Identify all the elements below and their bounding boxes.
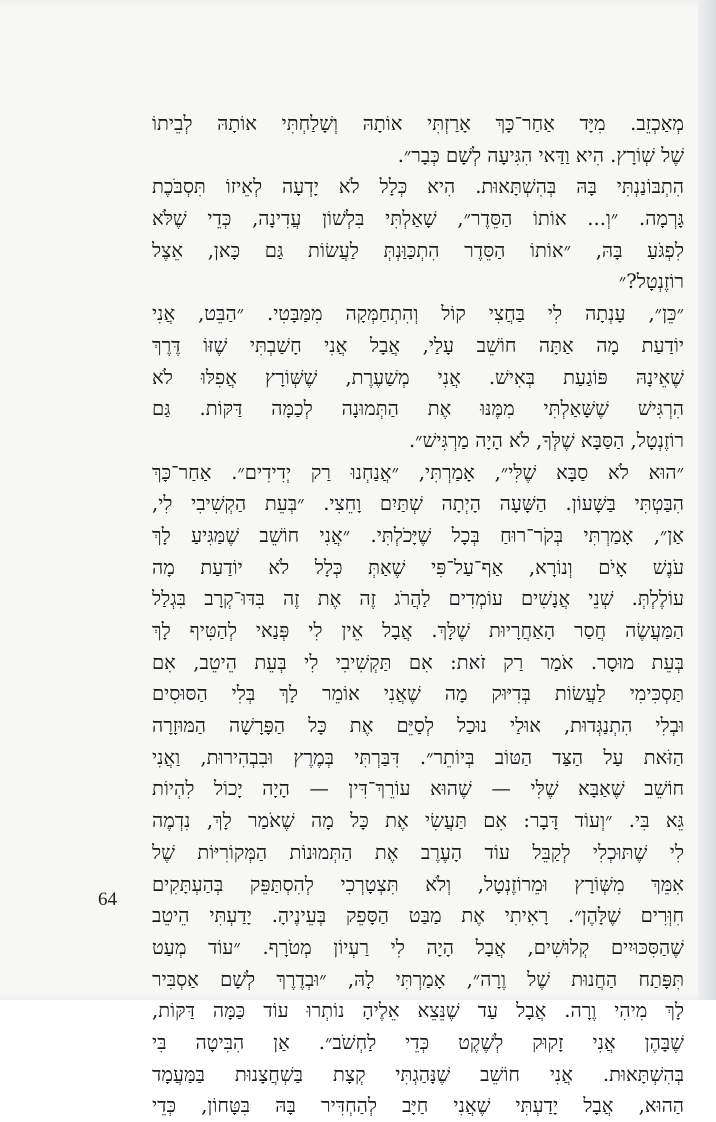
text-line-13: הִבַּטְתִּי בַּשָּׁעוֹן. הַשָּׁעָה הָיְתָה שְׁתַּיִם וָחֵצִי. ״בְּעֵת הַקְשִׁיבִי לִי, [152, 492, 684, 516]
text-line-10: הִרְגִּישׁ שֶׁשָּׁאַלְתִּי מִמֶּנּוּ אֶת הַתְּמוּנָה לְכַמָּה דַּקּוֹת. גַּם [152, 397, 684, 421]
text-line-6: רוֹזֶנְטָל?״ [618, 270, 684, 294]
text-line-2: שֶׁל שְׁוֹרָץ. הִיא וַדַּאי הִגִּיעָה לְשָׁם כְּבָר״. [397, 143, 684, 167]
text-line-3: הִתְבּוֹנַנְתִּי בָּהּ בְּהִשְׁתָּאוּת. הִיא כְּלָל לֹא יָדְעָה לְאֵיזוֹ תִּסְבֹּכֶת [152, 175, 684, 199]
text-line-4: גָּרְמָה. ״וְ... אוֹתוֹ הַסֵּדֶר״, שָׁאַלְתִּי בִּלְשׁוֹן עֲדִינָה, כְּדֵי שֶׁלֹּא [152, 207, 684, 231]
text-line-25: אִמֵּךְ מִשְּׁוֹרָץ וּמֵרוֹזֶנְטָל, וְלֹא תִּצְטָרְכִי לְהִסְתַּפֵּק בְּהַעְתָּקִים [152, 872, 684, 896]
text-line-26: חִוְּרִים שֶׁלָּהֶן״. רָאִיתִי אֶת מַבַּט הַסָּפֵק בְּעֵינֶיהָ. יָדַעְתִּי הֵיטֵב [152, 904, 684, 928]
text-line-18: בְּעֵת מוּסָר. אֹמַר רַק זֹאת: אִם תַּקְשִׁיבִי לִי בְּעֵת הֵיטֵב, אִם [152, 650, 684, 674]
text-line-24: לִי שֶׁתּוּכְלִי לְקַבֵּל עוֹד הָעֶרֶב אֶת הַתְּמוּנוֹת הַמְּקוֹרִיּוֹת שֶׁל [152, 840, 684, 864]
text-line-12: ״הוּא לֹא סַבָּא שֶׁלִּי״, אָמַרְתִּי, ״אֲנַחְנוּ רַק יְדִידִים״. אַחַר־כָּךְ [152, 460, 684, 484]
text-line-21: הַזֹּאת עַל הַצַּד הַטּוֹב בְּיוֹתֵר״. דִּבַּרְתִּי בְּמֶרֶץ וּבִבְהִירוּת, וַאֲנִי [152, 745, 684, 769]
text-line-16: עוֹלֶלְתְּ. שְׁנֵי אֲנָשִׁים עוֹמְדִים לַהֲרֹג זֶה אֶת זֶה בִּדּוּ־קְרָב בִּגְלַל [152, 587, 684, 611]
text-line-17: הַמַּעֲשֶׂה חֲסַר הָאַחֲרָיוּת שֶׁלָּךְ. אֲבָל אֵין לִי פְּנַאי לְהַטִּיף לָךְ [152, 619, 684, 642]
text-line-30: שֶׁבָּהֶן אֲנִי זָקוּק לְשֶׁקֶט כְּדֵי לַחְשֹׁב״. אַן הִבִּיטָה בִּי [152, 1030, 684, 1054]
text-line-1: מְאַכְזֵב. מִיָּד אַחַר־כָּךְ אָרַזְתִּי אוֹתָהּ וְשָׁלַחְתִּי אוֹתָהּ לְבֵיתוֹ [152, 112, 684, 135]
text-line-27: שֶׁהַסִּכּוּיִים קְלוּשִׁים, אֲבָל הָיָה לִי רַעְיוֹן מְטֹרָף. ״עוֹד מְעַט [152, 935, 684, 959]
text-line-14: אַן״, אָמַרְתִּי בְּקֹר־רוּחַ בְּכָל שֶׁיָּכֹלְתִּי. ״אֲנִי חוֹשֵׁב שֶׁמַּגִּיעַ לָךְ [152, 523, 684, 547]
text-line-7: ״כֵּן״, עָנְתָה לִי בַּחֲצִי קוֹל וְהִתְחַמְּקָה מִמַּבָּטִי. ״הַבֵּט, אֲנִי [152, 302, 684, 326]
body-text [152, 108, 684, 1122]
text-line-32: הַהוּא, אֲבָל יָדַעְתִּי שֶׁאֲנִי חַיָּב לְהַחְדִּיר בָּהּ בִּטָּחוֹן, כְּדֵי [152, 1094, 684, 1118]
text-line-28: תִּפָּתַח הַחֲנוּת שֶׁל וֶרָה״, אָמַרְתִּי לָהּ, ״וּבְדֶרֶךְ לְשָׁם אַסְבִּיר [152, 967, 684, 991]
text-line-19: תַּסְכִּימִי לַעֲשׂוֹת בְּדִיּוּק מָה שֶׁאֲנִי אוֹמֵר לָךְ בְּלִי הַסּוּסִים [152, 682, 684, 706]
text-line-31: בְּהִשְׁתָּאוּת. אֲנִי חוֹשֵׁב שֶׁנָּהַגְתִּי קְצָת בַּשְׁחֲצָנוּת בַּמַּעֲמָד [152, 1062, 684, 1086]
text-line-22: חוֹשֵׁב שֶׁאַבָּא שֶׁלִּי — שֶׁהוּא עוֹרֵךְ־דִּין — הָיָה יָכוֹל לִהְיוֹת [152, 777, 684, 801]
text-line-29: לָךְ מִיהִי וֶרָה. אֲבָל עַד שֶׁנֵּצֵא אֵלֶיהָ נוֹתְרוּ עוֹד כַּמָּה דַּקּוֹת, [152, 999, 684, 1023]
text-line-20: וּבְלִי הִתְנַגְּדוּת, אוּלַי נוּכַל לְסַיֵּם אֶת כָּל הַפָּרָשָׁה הַמּוּזָרָה [152, 714, 684, 738]
page-edge-shadow [698, 0, 716, 1000]
page-number: 64 [98, 889, 117, 910]
text-line-23: גֵּא בִּי. ״וְעוֹד דָּבָר: אִם תַּעֲשִׂי אֶת כָּל מָה שֶׁאֹמַר לָךְ, נִדְמֶה [152, 809, 684, 833]
text-line-5: לִפְגֹּעַ בָּהּ, ״אוֹתוֹ הַסֵּדֶר הִתְכַּוַּנְתְּ לַעֲשׂוֹת גַּם כָּאן, אֵצֶל [152, 238, 684, 262]
text-line-8: יוֹדַעַת מָה אַתָּה חוֹשֵׁב עָלַי, אֲבָל אֲנִי חָשַׁבְתִּי שֶׁזּוֹ דֶּרֶךְ [152, 333, 684, 357]
text-line-15: עֹנֶשׁ אָיֹם וְנוֹרָא, אַף־עַל־פִּי שֶׁאַתְּ כְּלָל לֹא יוֹדַעַת מָה [152, 555, 684, 579]
text-line-11: רוֹזֶנְטָל, הַסַּבָּא שֶׁלְּךָ, לֹא הָיָה מַרְגִּישׁ״. [408, 428, 684, 452]
text-line-9: שֶׁאֵינָהּ פּוֹגַעַת בְּאִישׁ. אֲנִי מְשַׁעֶרֶת, שֶׁשְּׁוֹרָץ אֲפִלּוּ לֹא [152, 365, 684, 389]
